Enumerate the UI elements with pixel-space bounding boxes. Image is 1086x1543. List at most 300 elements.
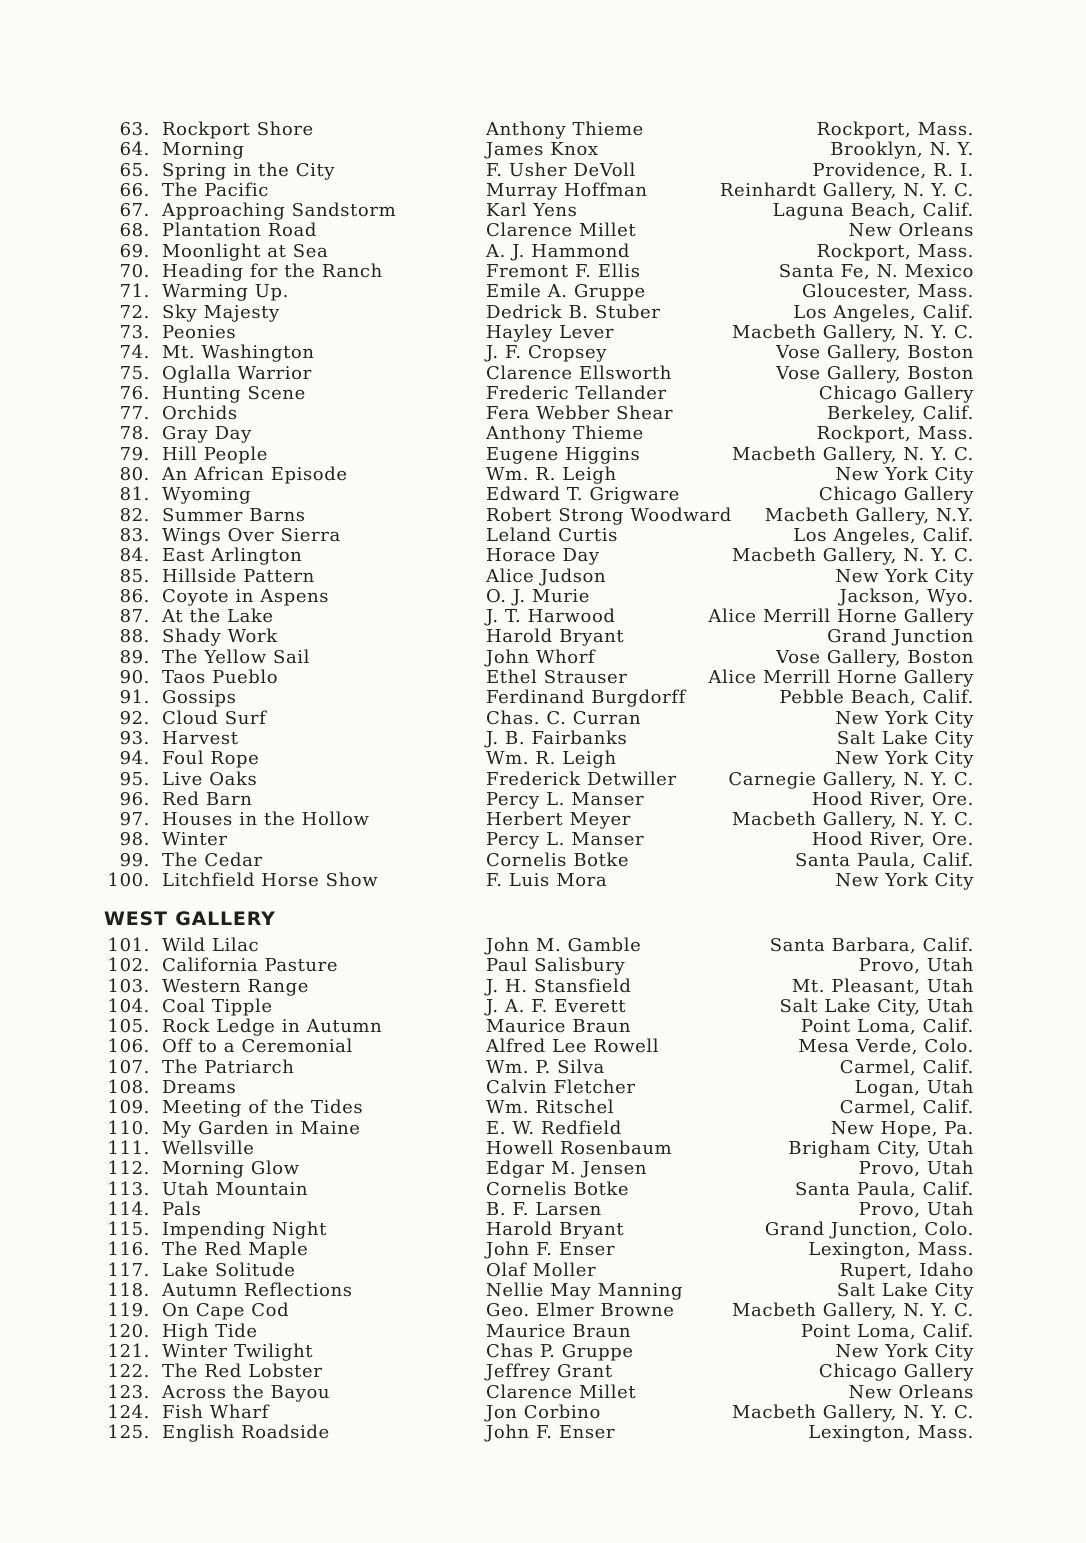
entry-location: New York City <box>835 748 974 770</box>
entry-number: 111. <box>107 1137 150 1159</box>
entry-location: Mt. Pleasant, Utah <box>791 975 974 997</box>
entry-title: Moonlight at Sea <box>162 240 329 262</box>
entry-location: New Orleans <box>848 1381 974 1403</box>
entry-number: 65. <box>119 159 150 181</box>
entry-location: Mesa Verde, Colo. <box>798 1036 974 1058</box>
entry-number: 118. <box>107 1280 150 1302</box>
entry-title: Pals <box>162 1198 202 1220</box>
entry-number: 84. <box>119 545 150 567</box>
catalog-entry-row <box>104 546 1004 566</box>
catalog-entry-row <box>104 242 1004 262</box>
catalog-entry-row <box>104 956 1004 976</box>
entry-artist: Clarence Ellsworth <box>486 362 672 384</box>
entry-number: 81. <box>119 484 150 506</box>
entry-location: Providence, R. I. <box>812 159 974 181</box>
entry-title: Fish Wharf <box>162 1401 269 1423</box>
entry-location: Brooklyn, N. Y. <box>830 139 974 161</box>
entry-location: Chicago Gallery <box>818 1361 974 1383</box>
entry-title: Dreams <box>162 1077 237 1099</box>
entry-location: Pebble Beach, Calif. <box>779 687 974 709</box>
entry-title: Hunting Scene <box>162 382 306 404</box>
entry-number: 107. <box>107 1056 150 1078</box>
entry-title: Wyoming <box>162 484 252 506</box>
entry-title: Sky Majesty <box>162 301 280 323</box>
entry-artist: Geo. Elmer Browne <box>486 1300 675 1322</box>
entry-title: Lake Solitude <box>162 1259 296 1281</box>
entry-title: Warming Up. <box>162 281 289 303</box>
entry-location: Santa Paula, Calif. <box>794 849 974 871</box>
entry-artist: Frederic Tellander <box>486 382 667 404</box>
catalog-entry-row <box>104 120 1004 140</box>
catalog-entry-row <box>104 364 1004 384</box>
entry-location: New York City <box>835 565 974 587</box>
entry-location: Rockport, Mass. <box>816 240 974 262</box>
entry-title: English Roadside <box>162 1422 330 1444</box>
entry-title: Coyote in Aspens <box>162 585 330 607</box>
entry-title: Summer Barns <box>162 504 306 526</box>
catalog-entry-row <box>104 936 1004 956</box>
entry-number: 66. <box>119 179 150 201</box>
entry-location: Macbeth Gallery, N. Y. C. <box>732 809 974 831</box>
catalog-entry-row <box>104 1423 1004 1443</box>
catalog-entry-row <box>104 404 1004 424</box>
entry-location: Brigham City, Utah <box>788 1137 974 1159</box>
entry-location: Point Loma, Calif. <box>800 1320 974 1342</box>
entry-title: Rock Ledge in Autumn <box>162 1016 383 1038</box>
entry-number: 63. <box>119 119 150 140</box>
entry-title: Coal Tipple <box>162 995 273 1017</box>
entry-title: Harvest <box>162 727 239 749</box>
entry-artist: Edgar M. Jensen <box>486 1158 648 1180</box>
entry-number: 90. <box>119 667 150 689</box>
entry-number: 85. <box>119 565 150 587</box>
entry-location: New York City <box>835 464 974 486</box>
catalog-entry-row <box>104 1119 1004 1139</box>
entry-artist: E. W. Redfield <box>486 1117 622 1139</box>
entry-location: Salt Lake City <box>836 1280 974 1302</box>
entry-artist: Jeffrey Grant <box>486 1361 613 1383</box>
section-heading-west-gallery: WEST GALLERY <box>104 908 276 930</box>
entry-artist: Cornelis Botke <box>486 849 630 871</box>
entry-artist: J. A. F. Everett <box>486 995 627 1017</box>
entry-artist: John F. Enser <box>486 1422 616 1444</box>
entry-artist: Anthony Thieme <box>486 119 644 140</box>
entry-artist: Anthony Thieme <box>486 423 644 445</box>
entry-location: Santa Paula, Calif. <box>794 1178 974 1200</box>
entry-number: 79. <box>119 443 150 465</box>
entry-artist: Harold Bryant <box>486 1219 625 1241</box>
entry-location: Vose Gallery, Boston <box>776 362 974 384</box>
catalog-entry-row <box>104 729 1004 749</box>
entry-number: 114. <box>107 1198 150 1220</box>
catalog-entry-row <box>104 161 1004 181</box>
entry-title: The Cedar <box>162 849 263 871</box>
catalog-entry-row <box>104 709 1004 729</box>
entry-location: Los Angeles, Calif. <box>793 524 974 546</box>
entry-artist: Hayley Lever <box>486 321 615 343</box>
entry-number: 103. <box>107 975 150 997</box>
entry-title: The Red Lobster <box>162 1361 323 1383</box>
entry-artist: Clarence Millet <box>486 220 637 242</box>
entry-title: Plantation Road <box>162 220 317 242</box>
entry-number: 99. <box>119 849 150 871</box>
entry-artist: Leland Curtis <box>486 524 618 546</box>
catalog-entry-row <box>104 1180 1004 1200</box>
entry-title: Spring in the City <box>162 159 336 181</box>
entry-number: 88. <box>119 626 150 648</box>
catalog-entry-row <box>104 1098 1004 1118</box>
entry-artist: Wm. P. Silva <box>486 1056 605 1078</box>
entry-artist: Emile A. Gruppe <box>486 281 646 303</box>
catalog-entry-row <box>104 997 1004 1017</box>
entry-location: Berkeley, Calif. <box>826 403 974 425</box>
entry-location: Jackson, Wyo. <box>839 585 974 607</box>
catalog-entry-row <box>104 1058 1004 1078</box>
entry-artist: J. H. Stansfield <box>486 975 632 997</box>
entry-number: 78. <box>119 423 150 445</box>
entry-number: 86. <box>119 585 150 607</box>
catalog-entry-row <box>104 1078 1004 1098</box>
entry-artist: Percy L. Manser <box>486 829 645 851</box>
entry-number: 71. <box>119 281 150 303</box>
entry-number: 80. <box>119 464 150 486</box>
catalog-entry-row <box>104 1342 1004 1362</box>
catalog-entry-row <box>104 830 1004 850</box>
catalog-entry-row <box>104 1159 1004 1179</box>
entry-location: Lexington, Mass. <box>808 1239 974 1261</box>
entry-title: Rockport Shore <box>162 119 314 140</box>
entry-number: 96. <box>119 788 150 810</box>
entry-location: Lexington, Mass. <box>808 1422 974 1444</box>
entry-number: 73. <box>119 321 150 343</box>
catalog-entry-row <box>104 587 1004 607</box>
catalog-entry-row <box>104 424 1004 444</box>
entry-artist: Fera Webber Shear <box>486 403 674 425</box>
entry-location: Grand Junction <box>827 626 974 648</box>
entry-location: Macbeth Gallery, N. Y. C. <box>732 1300 974 1322</box>
entry-number: 69. <box>119 240 150 262</box>
entry-number: 113. <box>107 1178 150 1200</box>
catalog-entry-row <box>104 668 1004 688</box>
catalog-entry-row <box>104 1017 1004 1037</box>
catalog-entry-row <box>104 749 1004 769</box>
catalog-entry-row <box>104 627 1004 647</box>
entry-location: Chicago Gallery <box>818 382 974 404</box>
entry-artist: Nellie May Manning <box>486 1280 684 1302</box>
entry-title: Houses in the Hollow <box>162 809 370 831</box>
entry-number: 94. <box>119 748 150 770</box>
entry-location: New Hope, Pa. <box>830 1117 974 1139</box>
entry-title: Meeting of the Tides <box>162 1097 364 1119</box>
catalog-entry-row <box>104 445 1004 465</box>
entry-artist: A. J. Hammond <box>486 240 631 262</box>
entry-title: Gray Day <box>162 423 252 445</box>
entry-artist: John Whorf <box>486 646 596 668</box>
entry-title: Winter Twilight <box>162 1340 314 1362</box>
catalog-entry-row <box>104 851 1004 871</box>
entry-title: Approaching Sandstorm <box>162 200 397 222</box>
entry-title: Red Barn <box>162 788 253 810</box>
entry-artist: J. B. Fairbanks <box>486 727 628 749</box>
entry-artist: Chas P. Gruppe <box>486 1340 634 1362</box>
entry-title: The Yellow Sail <box>162 646 310 668</box>
entry-number: 98. <box>119 829 150 851</box>
entry-number: 68. <box>119 220 150 242</box>
entry-location: New York City <box>835 1340 974 1362</box>
entry-title: Litchfield Horse Show <box>162 869 379 891</box>
entry-location: Macbeth Gallery, N. Y. C. <box>732 545 974 567</box>
entry-location: Alice Merrill Horne Gallery <box>708 667 974 689</box>
entry-artist: Ferdinand Burgdorff <box>486 687 686 709</box>
entry-location: Grand Junction, Colo. <box>764 1219 974 1241</box>
entry-title: Utah Mountain <box>162 1178 309 1200</box>
entry-artist: Wm. Ritschel <box>486 1097 615 1119</box>
entry-title: Hill People <box>162 443 269 465</box>
catalog-entry-row <box>104 1220 1004 1240</box>
entry-number: 70. <box>119 261 150 283</box>
catalog-entry-row <box>104 648 1004 668</box>
catalog-entry-row <box>104 282 1004 302</box>
entry-location: Alice Merrill Horne Gallery <box>708 606 974 628</box>
entry-artist: Alice Judson <box>486 565 607 587</box>
entry-number: 124. <box>107 1401 150 1423</box>
entry-location: Los Angeles, Calif. <box>793 301 974 323</box>
catalog-entry-row <box>104 1281 1004 1301</box>
catalog-entry-row <box>104 1322 1004 1342</box>
catalog-entry-row <box>104 323 1004 343</box>
entry-location: Chicago Gallery <box>818 484 974 506</box>
entry-title: Gossips <box>162 687 237 709</box>
entry-artist: John M. Gamble <box>486 935 642 956</box>
entry-artist: Karl Yens <box>486 200 578 222</box>
entry-number: 67. <box>119 200 150 222</box>
catalog-entry-row <box>104 790 1004 810</box>
entry-artist: Percy L. Manser <box>486 788 645 810</box>
entry-artist: Maurice Braun <box>486 1320 632 1342</box>
entry-title: California Pasture <box>162 955 339 977</box>
entry-title: High Tide <box>162 1320 258 1342</box>
entry-artist: Wm. R. Leigh <box>486 464 617 486</box>
entry-location: Provo, Utah <box>858 1158 974 1180</box>
entry-number: 119. <box>107 1300 150 1322</box>
entry-artist: Frederick Detwiller <box>486 768 677 790</box>
catalog-entry-row <box>104 181 1004 201</box>
entry-artist: F. Luis Mora <box>486 869 608 891</box>
entry-location: Provo, Utah <box>858 1198 974 1220</box>
entry-artist: Fremont F. Ellis <box>486 261 641 283</box>
entry-number: 91. <box>119 687 150 709</box>
entry-number: 112. <box>107 1158 150 1180</box>
entry-location: Macbeth Gallery, N. Y. C. <box>732 1401 974 1423</box>
entry-artist: J. F. Cropsey <box>486 342 607 364</box>
entry-number: 101. <box>107 935 150 956</box>
entry-title: Autumn Reflections <box>162 1280 353 1302</box>
entry-location: Carmel, Calif. <box>839 1097 974 1119</box>
catalog-entry-row <box>104 1301 1004 1321</box>
entry-number: 77. <box>119 403 150 425</box>
entry-title: Orchids <box>162 403 238 425</box>
entry-location: Rockport, Mass. <box>816 119 974 140</box>
entry-title: At the Lake <box>162 606 274 628</box>
entry-location: Gloucester, Mass. <box>801 281 974 303</box>
catalog-entry-row <box>104 810 1004 830</box>
entry-number: 102. <box>107 955 150 977</box>
entry-number: 116. <box>107 1239 150 1261</box>
entry-number: 72. <box>119 301 150 323</box>
entry-title: Western Range <box>162 975 309 997</box>
entry-location: Logan, Utah <box>854 1077 974 1099</box>
entry-title: Heading for the Ranch <box>162 261 383 283</box>
catalog-entry-row <box>104 303 1004 323</box>
entry-title: An African Episode <box>162 464 348 486</box>
entry-title: My Garden in Maine <box>162 1117 361 1139</box>
entry-location: Santa Fe, N. Mexico <box>778 261 974 283</box>
entry-title: Mt. Washington <box>162 342 315 364</box>
entry-title: Foul Rope <box>162 748 260 770</box>
catalog-entry-row <box>104 1362 1004 1382</box>
entry-artist: Calvin Fletcher <box>486 1077 636 1099</box>
entry-location: Santa Barbara, Calif. <box>769 935 974 956</box>
entry-number: 117. <box>107 1259 150 1281</box>
entry-title: Winter <box>162 829 228 851</box>
entry-number: 108. <box>107 1077 150 1099</box>
entry-location: New Orleans <box>848 220 974 242</box>
entry-artist: Wm. R. Leigh <box>486 748 617 770</box>
entry-location: Hood River, Ore. <box>811 829 974 851</box>
entry-number: 82. <box>119 504 150 526</box>
catalog-entry-row <box>104 1261 1004 1281</box>
entry-artist: Ethel Strauser <box>486 667 628 689</box>
entry-location: Vose Gallery, Boston <box>776 646 974 668</box>
entry-number: 122. <box>107 1361 150 1383</box>
catalog-entry-row <box>104 485 1004 505</box>
entry-title: Off to a Ceremonial <box>162 1036 353 1058</box>
entry-location: Reinhardt Gallery, N. Y. C. <box>719 179 974 201</box>
catalog-entry-row <box>104 1139 1004 1159</box>
entry-title: Wellsville <box>162 1137 255 1159</box>
entry-location: Carmel, Calif. <box>839 1056 974 1078</box>
entry-location: Rockport, Mass. <box>816 423 974 445</box>
entry-number: 74. <box>119 342 150 364</box>
catalog-entry-row <box>104 140 1004 160</box>
entry-number: 100. <box>107 869 150 891</box>
entry-number: 123. <box>107 1381 150 1403</box>
entry-artist: James Knox <box>486 139 599 161</box>
entry-title: Live Oaks <box>162 768 258 790</box>
catalog-entry-row <box>104 384 1004 404</box>
catalog-entry-row <box>104 770 1004 790</box>
entry-number: 83. <box>119 524 150 546</box>
entry-location: Vose Gallery, Boston <box>776 342 974 364</box>
entry-title: Oglalla Warrior <box>162 362 312 384</box>
entry-artist: Howell Rosenbaum <box>486 1137 673 1159</box>
entry-location: Macbeth Gallery, N. Y. C. <box>732 443 974 465</box>
entry-title: Morning <box>162 139 245 161</box>
entry-number: 89. <box>119 646 150 668</box>
entry-title: Shady Work <box>162 626 278 648</box>
entry-number: 121. <box>107 1340 150 1362</box>
catalog-list-west-gallery <box>104 936 1004 1443</box>
entry-artist: John F. Enser <box>486 1239 616 1261</box>
entry-number: 64. <box>119 139 150 161</box>
entry-title: Wild Lilac <box>162 935 260 956</box>
entry-artist: Herbert Meyer <box>486 809 631 831</box>
entry-artist: Eugene Higgins <box>486 443 641 465</box>
entry-artist: F. Usher DeVoll <box>486 159 636 181</box>
entry-artist: Horace Day <box>486 545 600 567</box>
entry-number: 109. <box>107 1097 150 1119</box>
catalog-entry-row <box>104 526 1004 546</box>
catalog-entry-row <box>104 607 1004 627</box>
catalog-entry-row <box>104 977 1004 997</box>
entry-artist: Olaf Moller <box>486 1259 597 1281</box>
entry-location: Macbeth Gallery, N. Y. C. <box>732 321 974 343</box>
entry-title: Morning Glow <box>162 1158 300 1180</box>
catalog-entry-row <box>104 1240 1004 1260</box>
catalog-entry-row <box>104 343 1004 363</box>
entry-title: Across the Bayou <box>162 1381 331 1403</box>
entry-artist: Chas. C. Curran <box>486 707 642 729</box>
entry-location: Provo, Utah <box>858 955 974 977</box>
entry-location: Rupert, Idaho <box>839 1259 974 1281</box>
entry-number: 92. <box>119 707 150 729</box>
entry-title: The Patriarch <box>162 1056 295 1078</box>
entry-location: Point Loma, Calif. <box>800 1016 974 1038</box>
catalog-entry-row <box>104 465 1004 485</box>
entry-number: 75. <box>119 362 150 384</box>
entry-title: Taos Pueblo <box>162 667 279 689</box>
entry-artist: Edward T. Grigware <box>486 484 680 506</box>
catalog-entry-row <box>104 1037 1004 1057</box>
entry-number: 106. <box>107 1036 150 1058</box>
catalog-entry-row <box>104 688 1004 708</box>
entry-artist: Alfred Lee Rowell <box>486 1036 660 1058</box>
entry-number: 104. <box>107 995 150 1017</box>
entry-number: 115. <box>107 1219 150 1241</box>
entry-number: 87. <box>119 606 150 628</box>
entry-location: Salt Lake City <box>836 727 974 749</box>
entry-artist: Jon Corbino <box>486 1401 601 1423</box>
entry-artist: O. J. Murie <box>486 585 591 607</box>
catalog-entry-row <box>104 1403 1004 1423</box>
entry-title: Hillside Pattern <box>162 565 315 587</box>
catalog-entry-row <box>104 871 1004 891</box>
catalog-list-main <box>104 120 1004 891</box>
entry-artist: Maurice Braun <box>486 1016 632 1038</box>
entry-number: 97. <box>119 809 150 831</box>
entry-artist: J. T. Harwood <box>486 606 616 628</box>
entry-location: Carnegie Gallery, N. Y. C. <box>728 768 974 790</box>
entry-number: 76. <box>119 382 150 404</box>
entry-location: Hood River, Ore. <box>811 788 974 810</box>
entry-artist: Dedrick B. Stuber <box>486 301 661 323</box>
entry-location: Laguna Beach, Calif. <box>772 200 974 222</box>
entry-artist: Murray Hoffman <box>486 179 648 201</box>
entry-title: The Red Maple <box>162 1239 309 1261</box>
catalog-entry-row <box>104 1383 1004 1403</box>
entry-number: 105. <box>107 1016 150 1038</box>
entry-number: 93. <box>119 727 150 749</box>
catalog-entry-row <box>104 201 1004 221</box>
entry-title: East Arlington <box>162 545 303 567</box>
entry-location: Salt Lake City, Utah <box>779 995 974 1017</box>
entry-number: 95. <box>119 768 150 790</box>
entry-number: 120. <box>107 1320 150 1342</box>
catalog-entry-row <box>104 221 1004 241</box>
entry-location: New York City <box>835 707 974 729</box>
entry-artist: B. F. Larsen <box>486 1198 602 1220</box>
entry-number: 110. <box>107 1117 150 1139</box>
